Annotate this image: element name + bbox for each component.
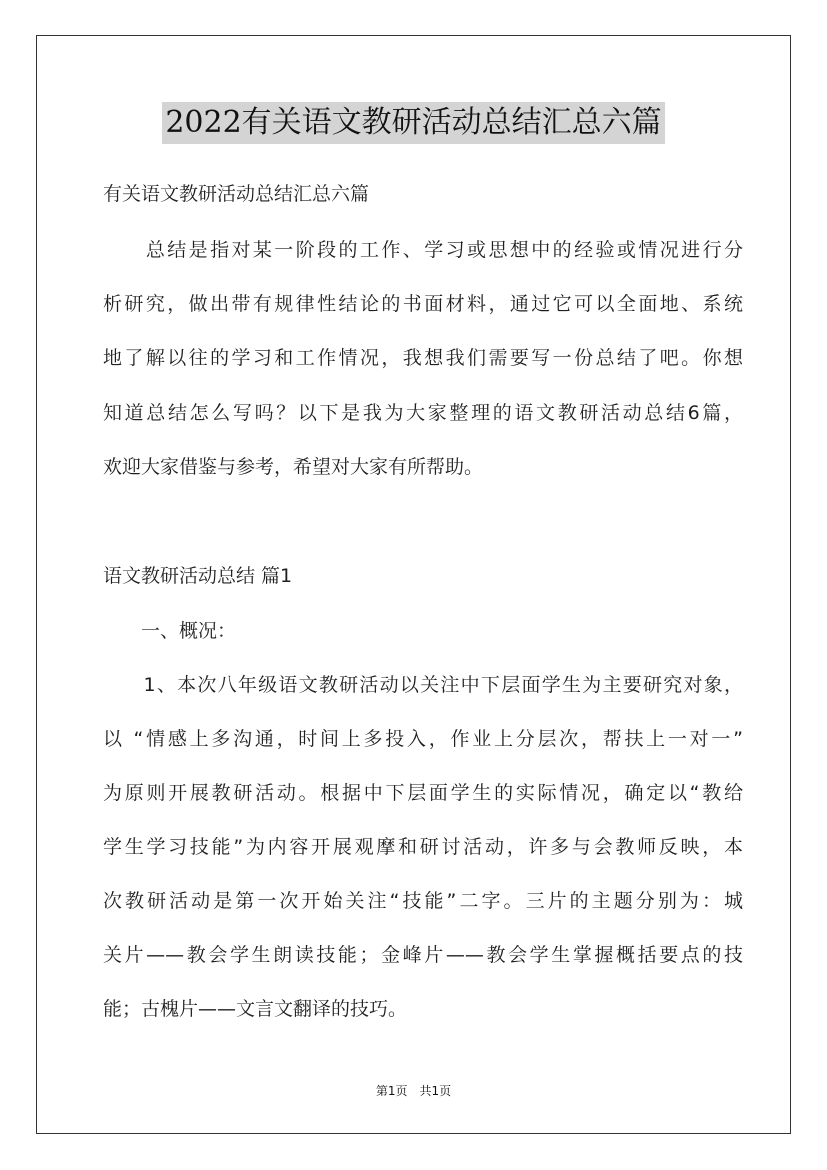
body-paragraph-line: 次教研活动是第一次开始关注“技能”二字。三片的主题分别为：城	[103, 890, 743, 912]
section-subheading: 一、概况：	[103, 620, 237, 642]
body-paragraph-line: 能；古槐片——文言文翻译的技巧。	[103, 998, 408, 1020]
body-paragraph-line: 以 “情感上多沟通，时间上多投入，作业上分层次，帮扶上一对一”	[103, 728, 743, 750]
intro-paragraph-line: 地了解以往的学习和工作情况，我想我们需要写一份总结了吧。你想	[103, 347, 743, 369]
title-container	[0, 102, 827, 144]
intro-paragraph-line: 欢迎大家借鉴与参考，希望对大家有所帮助。	[103, 456, 484, 478]
document-subtitle: 有关语文教研活动总结汇总六篇	[103, 183, 370, 205]
intro-paragraph-line: 知道总结怎么写吗？以下是我为大家整理的语文教研活动总结6篇，	[103, 402, 743, 424]
document-title: 2022有关语文教研活动总结汇总六篇	[162, 102, 664, 144]
body-paragraph-line: 学生学习技能”为内容开展观摩和研讨活动，许多与会教师反映，本	[103, 836, 743, 858]
body-paragraph-line: 1、本次八年级语文教研活动以关注中下层面学生为主要研究对象，	[103, 674, 743, 696]
body-paragraph-line: 为原则开展教研活动。根据中下层面学生的实际情况，确定以“教给	[103, 782, 743, 804]
page-number-footer: 第1页 共1页	[375, 1084, 452, 1098]
body-paragraph-line: 关片——教会学生朗读技能；金峰片——教会学生掌握概括要点的技	[103, 944, 743, 966]
intro-paragraph-line: 析研究，做出带有规律性结论的书面材料，通过它可以全面地、系统	[103, 293, 743, 315]
intro-paragraph-line: 总结是指对某一阶段的工作、学习或思想中的经验或情况进行分	[103, 239, 743, 261]
section-heading: 语文教研活动总结 篇1	[103, 565, 293, 587]
